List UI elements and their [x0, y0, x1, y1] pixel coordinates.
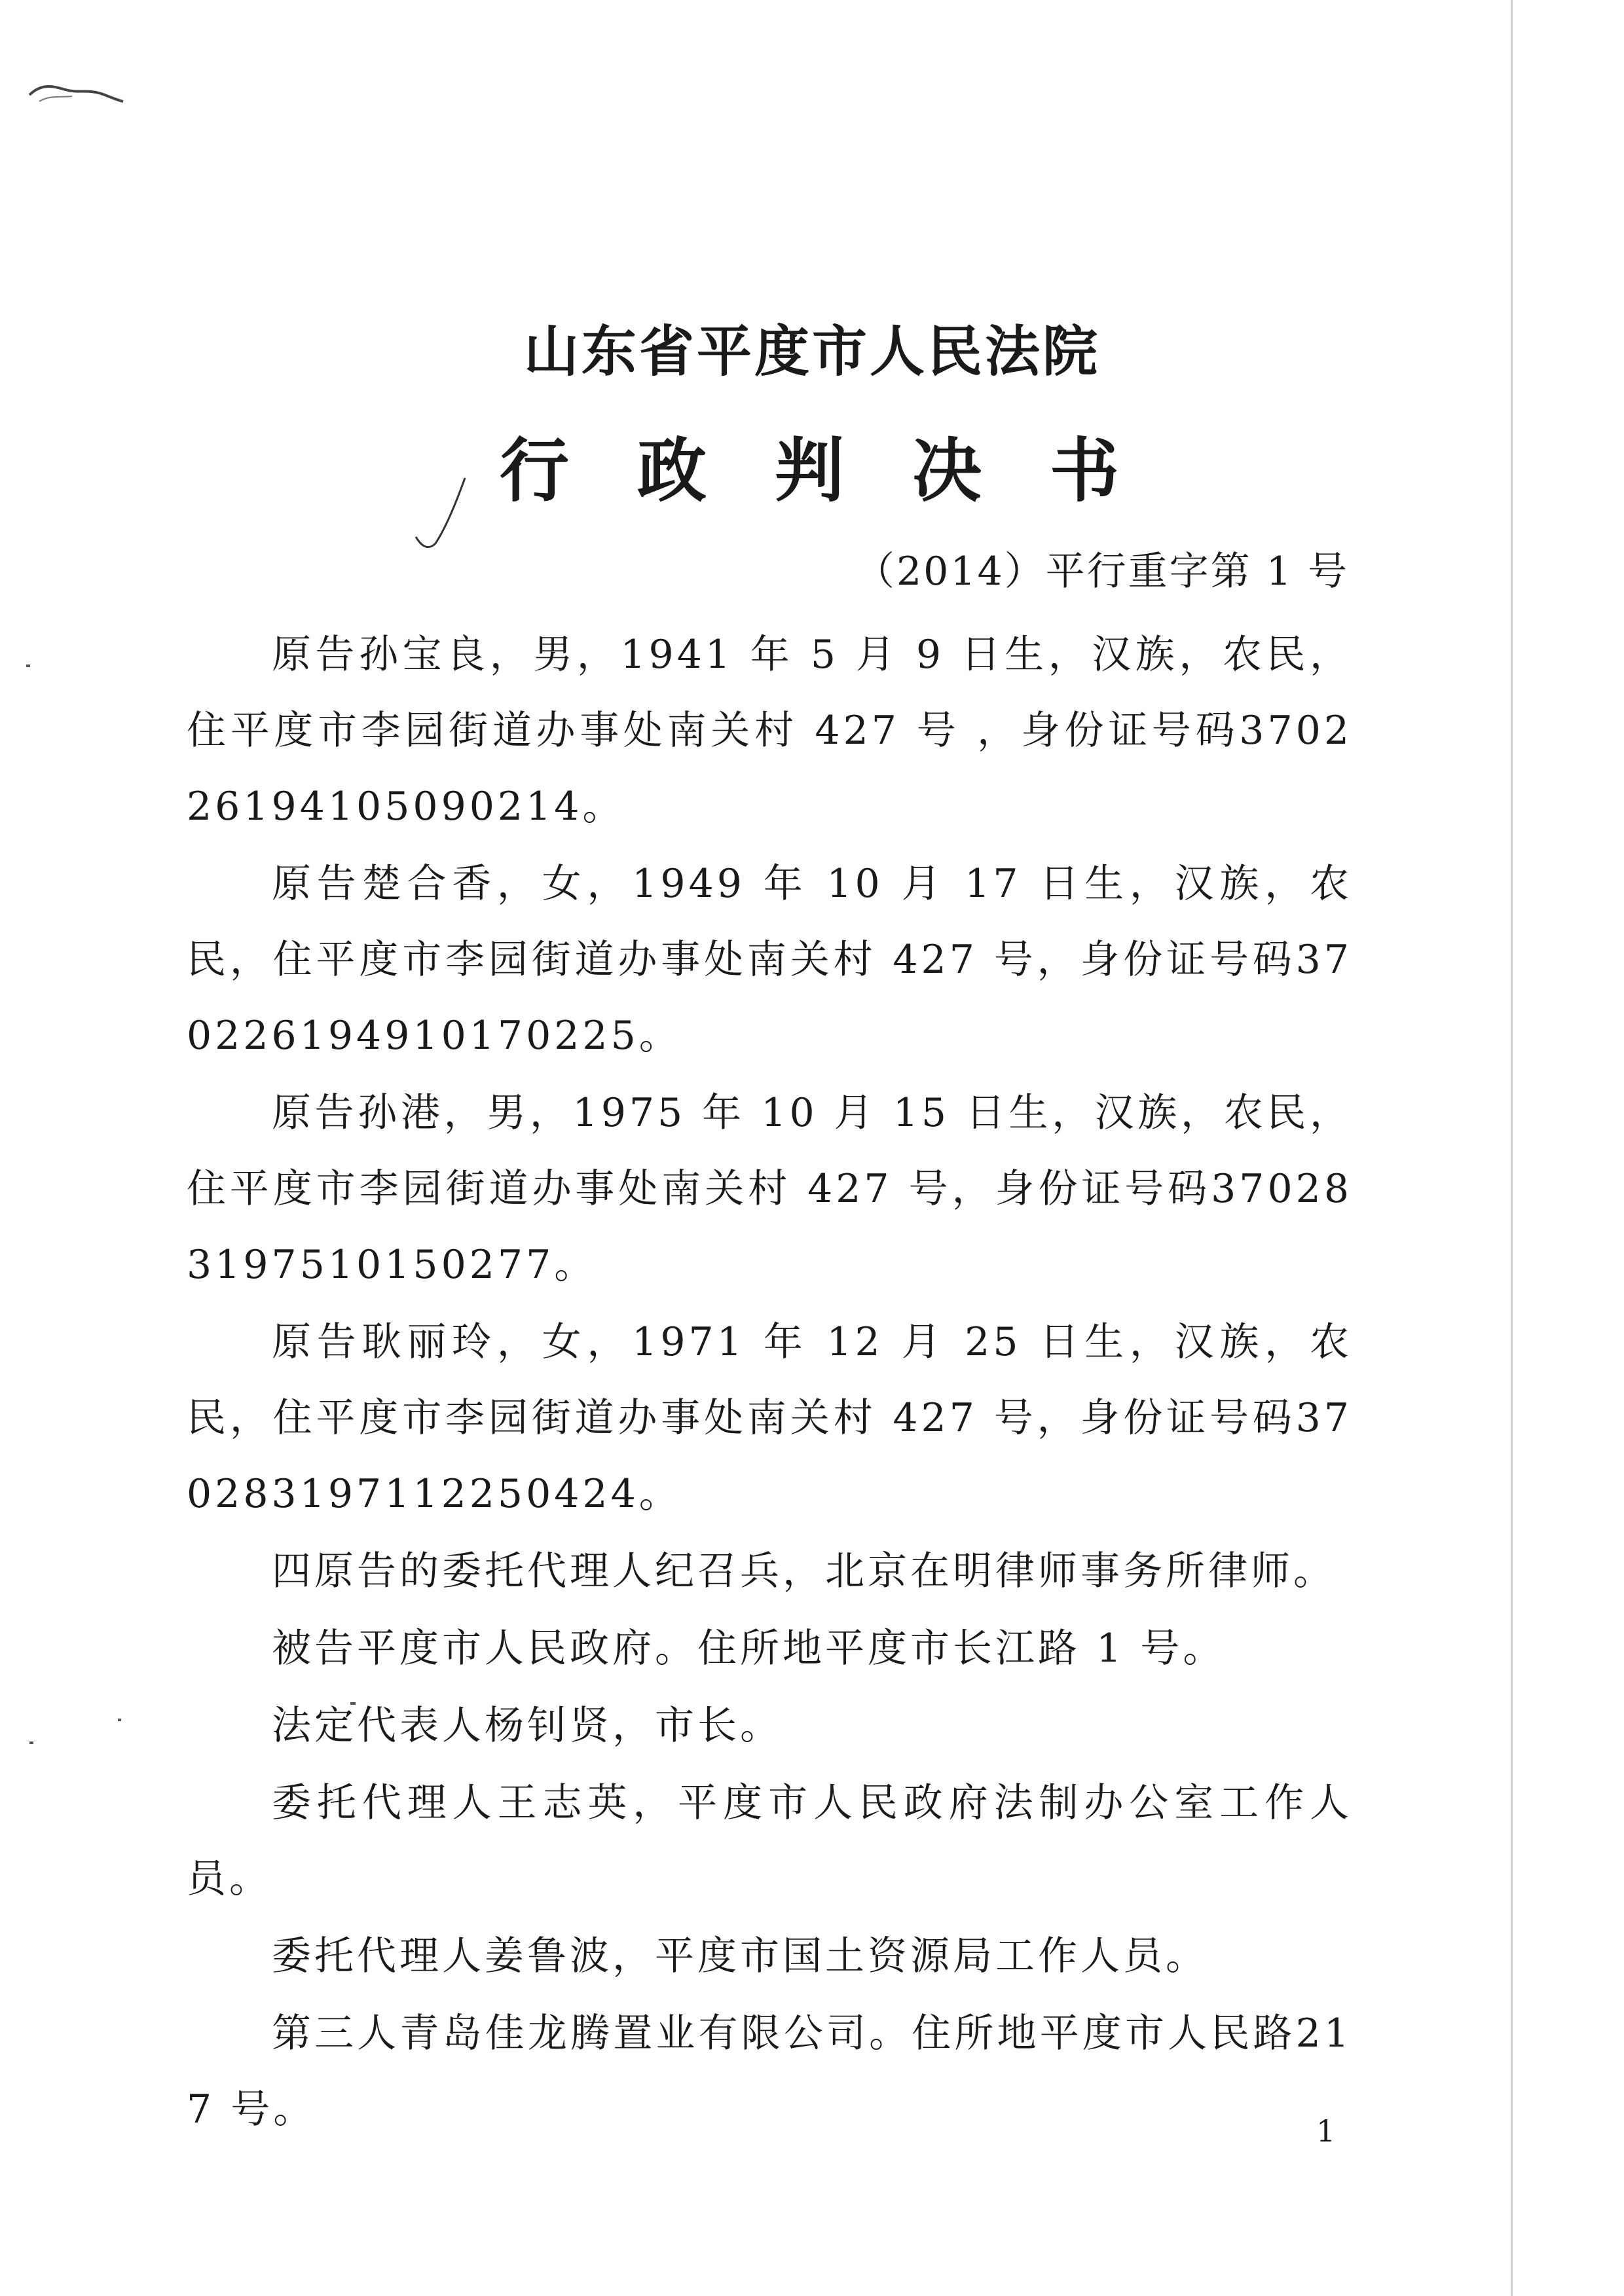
plaintiffs-agent-paragraph: 四原告的委托代理人纪召兵，北京在明律师事务所律师。	[272, 1548, 1336, 1594]
third-party-paragraph: 第三人青岛佳龙腾置业有限公司。住所地平度市人民路217 号。	[187, 2011, 1352, 2132]
document-title-char: 书	[1050, 431, 1124, 511]
scan-speck	[26, 665, 30, 667]
defendant-agent-1-paragraph: 委托代理人王志英，平度市人民政府法制办公室工作人员。	[187, 1780, 1352, 1902]
case-number: （2014）平行重字第 1 号	[855, 549, 1349, 594]
legal-representative-paragraph: 法定代表人杨钊贤，市长。	[272, 1703, 783, 1749]
document-title-char: 判	[775, 431, 849, 511]
scan-smudge-mark	[26, 75, 124, 115]
plaintiff-4-paragraph: 原告耿丽玲，女，1971 年 12 月 25 日生，汉族，农民，住平度市李园街道办事处南关村 427 号，身份证号码370283197112250424。	[187, 1319, 1352, 1517]
document-title-char: 行	[500, 431, 574, 511]
plaintiff-1-paragraph: 原告孙宝良，男，1941 年 5 月 9 日生，汉族，农民，住平度市李园街道办事处南关村 427 号 ，身份证号码370226194105090214。	[187, 632, 1352, 829]
defendant-agent-2-paragraph: 委托代理人姜鲁波，平度市国土资源局工作人员。	[272, 1933, 1208, 1979]
page-number: 1	[1316, 2113, 1336, 2149]
document-body	[187, 617, 1352, 2149]
scan-speck	[118, 1719, 121, 1721]
document-title-char: 决	[912, 431, 987, 511]
plaintiff-3-paragraph: 原告孙港，男，1975 年 10 月 15 日生，汉族，农民，住平度市李园街道办事处南关村 427 号，身份证号码370283197510150277。	[187, 1090, 1352, 1288]
document-title	[0, 426, 1624, 517]
defendant-paragraph: 被告平度市人民政府。住所地平度市长江路 1 号。	[272, 1626, 1226, 1671]
document-title-char: 政	[637, 431, 712, 511]
scan-speck	[29, 1741, 33, 1744]
court-name: 山东省平度市人民法院	[523, 319, 1100, 384]
plaintiff-2-paragraph: 原告楚合香，女，1949 年 10 月 17 日生，汉族，农民，住平度市李园街道办事处南关村 427 号，身份证号码370226194910170225。	[187, 861, 1352, 1059]
